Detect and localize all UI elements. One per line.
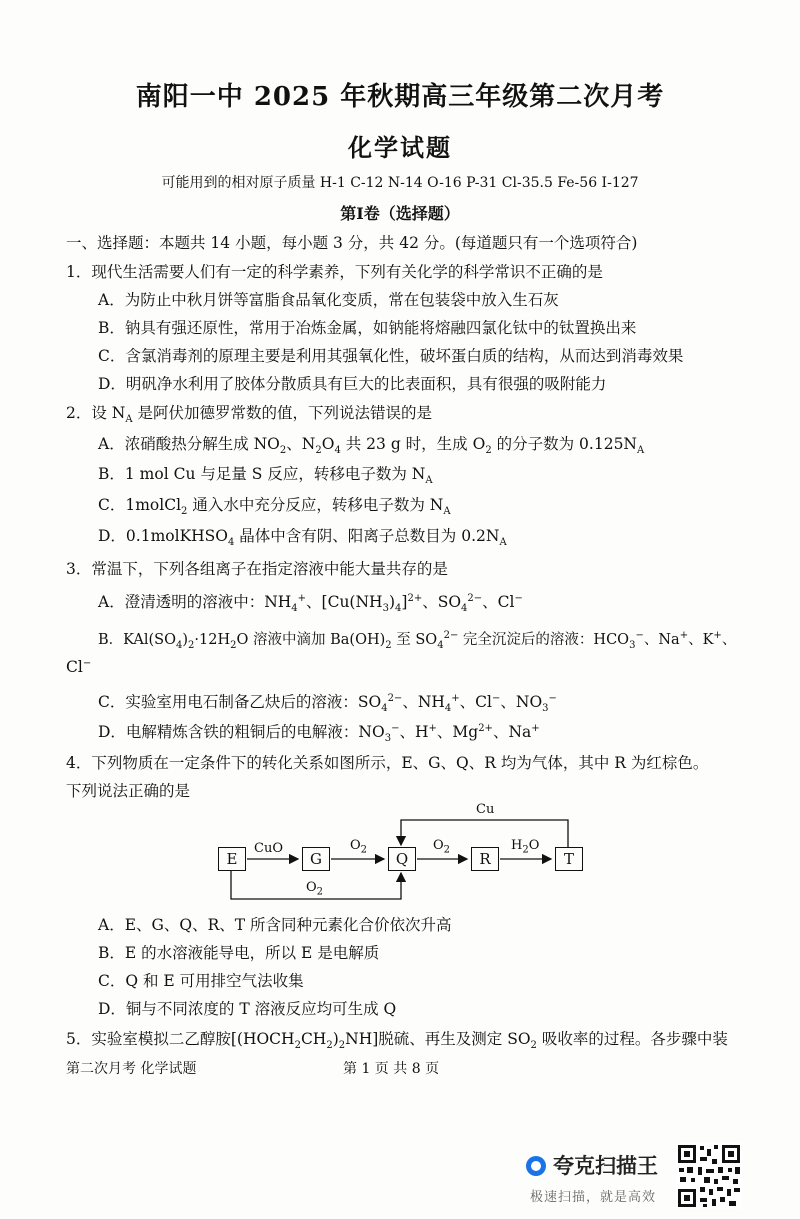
question-4-option-a: A．E、G、Q、R、T 所含同种元素化合价依次升高 xyxy=(98,916,452,934)
node-e: E xyxy=(218,847,246,871)
arrow-t-to-q-cu xyxy=(401,820,568,847)
question-1-option-c: C．含氯消毒剂的原理主要是利用其强氧化性，破坏蛋白质的结构，从而达到消毒效果 xyxy=(98,347,684,365)
node-r: R xyxy=(471,847,499,871)
section-intro: 一、选择题：本题共 14 小题，每小题 3 分，共 42 分。(每道题只有一个选项符合) xyxy=(66,234,638,252)
scanner-app-name: 夸克扫描王 xyxy=(553,1154,658,1178)
qr-code-icon xyxy=(676,1143,742,1209)
quark-logo-icon xyxy=(526,1156,546,1176)
conversion-diagram xyxy=(200,796,600,908)
atomic-masses: 可能用到的相对原子质量 H-1 C-12 N-14 O-16 P-31 Cl-35.5 Fe-56 I-127 xyxy=(161,175,639,191)
label-o2-e-q: $O_2$ xyxy=(306,880,324,898)
footer-exam-name: 第二次月考 化学试题 xyxy=(66,1061,197,1077)
question-4-option-c: C．Q 和 E 可用排空气法收集 xyxy=(98,972,304,990)
question-2-option-b: B．1 mol Cu 与足量 S 反应，转移电子数为 $N_A$ xyxy=(98,465,433,487)
subject-title: 化学试题 xyxy=(348,133,452,162)
question-3-option-d: D．电解精炼含铁的粗铜后的电解液：$NO_3^-$、H+、$Mg^{2+}$、Na+ xyxy=(98,722,540,745)
question-4-option-b: B．E 的水溶液能导电，所以 E 是电解质 xyxy=(98,944,380,962)
question-4-option-d: D．铜与不同浓度的 T 溶液反应均可生成 Q xyxy=(98,1000,397,1018)
exam-title: 南阳一中 2025 年秋期高三年级第二次月考 xyxy=(135,82,665,112)
label-o2-g-q: $O_2$ xyxy=(350,838,368,856)
question-2-option-a: A．浓硝酸热分解生成 $NO_2$、$N_2O_4$ 共 23 g 时，生成 $O_2$ 的分子数为 $0.125N_A$ xyxy=(98,435,645,457)
question-4-stem: 4．下列物质在一定条件下的转化关系如图所示，E、G、Q、R 均为气体，其中 R 为红棕色。 xyxy=(66,754,709,772)
question-3-option-b: B．$KAl(SO_4)_2\cdot 12H_2O$ 溶液中滴加 $Ba(OH)_2$ 至 $SO_4^{2-}$ 完全沉淀后的溶液：$HCO_3^-$、Na+、K+、 xyxy=(98,630,737,651)
question-3-option-c: C．实验室用电石制备乙炔后的溶液：$SO_4^{2-}$、$NH_4^+$、Cl−、$NO_3^-$ xyxy=(98,692,557,715)
label-h2o: $H_2O$ xyxy=(511,838,540,856)
question-1-stem: 1．现代生活需要人们有一定的科学素养，下列有关化学的科学常识不正确的是 xyxy=(66,263,603,281)
label-cu: Cu xyxy=(476,802,495,817)
question-3-option-a: A．澄清透明的溶液中：$NH_4^+$、$[Cu(NH_3)_4]^{2+}$、$SO_4^{2-}$、Cl− xyxy=(98,592,523,615)
question-2-option-d: D．0.1molKHSO$_4$ 晶体中含有阴、阳离子总数目为 $0.2N_A$ xyxy=(98,527,507,549)
question-1-option-a: A．为防止中秋月饼等富脂食品氧化变质，常在包装袋中放入生石灰 xyxy=(98,291,559,309)
question-3-option-b-continued: Cl− xyxy=(66,658,92,677)
footer-page-number: 第 1 页 共 8 页 xyxy=(343,1061,440,1077)
question-2-stem: 2．设 $N_A$ 是阿伏加德罗常数的值，下列说法错误的是 xyxy=(66,404,433,426)
question-1-option-d: D．明矾净水利用了胶体分散质具有巨大的比表面积，具有很强的吸附能力 xyxy=(98,375,607,393)
question-3-stem: 3．常温下，下列各组离子在指定溶液中能大量共存的是 xyxy=(66,560,448,578)
scanner-slogan: 极速扫描，就是高效 xyxy=(530,1190,657,1205)
node-q: Q xyxy=(388,847,416,871)
label-cuo: CuO xyxy=(254,841,283,856)
question-2-option-c: C．1molCl$_2$ 通入水中充分反应，转移电子数为 $N_A$ xyxy=(98,496,451,518)
node-g: G xyxy=(302,847,330,871)
label-o2-q-r: $O_2$ xyxy=(433,838,451,856)
section-heading: 第I卷（选择题） xyxy=(340,204,460,223)
question-4-stem-continued: 下列说法正确的是 xyxy=(66,782,191,800)
question-1-option-b: B．钠具有强还原性，常用于冶炼金属，如钠能将熔融四氯化钛中的钛置换出来 xyxy=(98,319,637,337)
question-5-stem: 5．实验室模拟二乙醇胺$[(HOCH_2CH_2)_2NH]$脱硫、再生及测定 $SO_2$ 吸收率的过程。各步骤中装 xyxy=(66,1030,728,1052)
node-t: T xyxy=(555,847,583,871)
